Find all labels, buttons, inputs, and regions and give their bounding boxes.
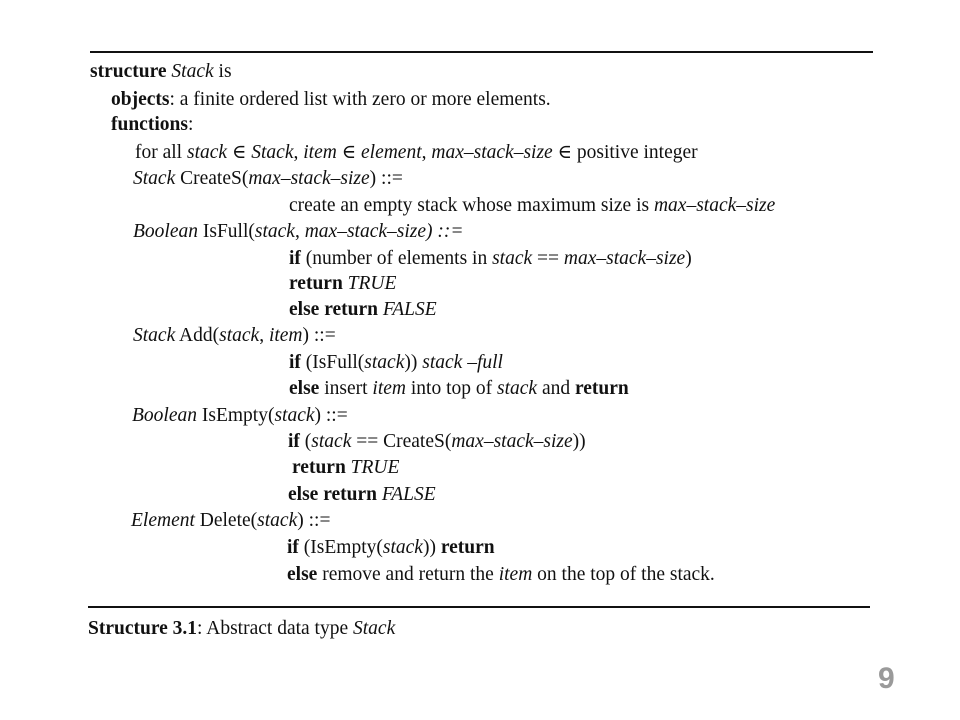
line-segment: Stack <box>133 168 176 189</box>
line-segment: : <box>187 114 194 135</box>
line-segment: return <box>440 537 495 558</box>
for-all-line <box>135 141 698 165</box>
caption-text: : Abstract data type <box>197 618 353 639</box>
line-segment: and <box>537 378 575 399</box>
line-segment: , <box>293 142 304 163</box>
structure-header-line <box>90 60 232 84</box>
line-segment: max–stack–size <box>248 168 370 189</box>
line-segment: Stack <box>251 142 294 163</box>
isfull-signature-line <box>133 220 464 244</box>
line-segment: if <box>289 248 301 269</box>
functions-line <box>111 113 193 137</box>
line-segment: )) <box>422 537 441 558</box>
line-segment: , <box>259 325 269 346</box>
line-segment: Stack <box>133 325 176 346</box>
line-segment: IsEmpty( <box>196 405 275 426</box>
isfull-if-line <box>289 247 692 271</box>
line-segment: else return <box>288 484 382 505</box>
line-segment: else <box>287 564 318 585</box>
line-segment: Boolean <box>133 221 198 242</box>
line-segment: max–stack–size <box>653 195 776 216</box>
line-segment: Add( <box>175 325 220 346</box>
isempty-if-line <box>288 430 586 454</box>
line-segment: if <box>288 431 300 452</box>
line-segment: if <box>289 352 301 373</box>
line-segment: item <box>303 142 337 163</box>
line-segment: stack <box>219 325 260 346</box>
line-segment: == <box>532 248 564 269</box>
line-segment: Element <box>131 510 195 531</box>
line-segment: stack <box>274 405 315 426</box>
line-segment: return <box>574 378 629 399</box>
line-segment: for all <box>135 142 187 163</box>
delete-signature-line <box>131 509 330 533</box>
line-segment: , <box>421 142 432 163</box>
line-segment: )) <box>572 431 586 452</box>
line-segment: (IsEmpty( <box>298 537 383 558</box>
line-segment: , <box>294 221 305 242</box>
line-segment: max–stack–size <box>563 248 686 269</box>
line-segment: item <box>372 378 406 399</box>
line-segment: objects <box>111 89 170 110</box>
line-segment: CreateS( <box>175 168 249 189</box>
line-segment: Delete( <box>194 510 258 531</box>
isempty-signature-line <box>132 404 348 428</box>
objects-line <box>111 88 551 112</box>
line-segment: ) ::= <box>426 221 464 242</box>
line-segment: if <box>287 537 299 558</box>
line-segment: stack <box>254 221 295 242</box>
bottom-rule <box>88 606 870 608</box>
line-segment: stack <box>382 537 423 558</box>
line-segment: element <box>361 142 422 163</box>
line-segment: TRUE <box>347 273 397 294</box>
line-segment: (number of elements in <box>300 248 493 269</box>
line-segment: stack <box>496 378 538 399</box>
line-segment: stack <box>492 248 533 269</box>
line-segment: )) <box>404 352 423 373</box>
line-segment: FALSE <box>381 484 436 505</box>
add-signature-line <box>133 324 336 348</box>
line-segment: ) ::= <box>369 168 403 189</box>
line-segment: stack <box>311 431 352 452</box>
top-rule <box>90 51 873 53</box>
line-segment: ∈ <box>227 142 252 163</box>
line-segment: Stack <box>171 61 214 82</box>
line-segment: stack <box>364 352 405 373</box>
line-segment: remove and return the <box>317 564 499 585</box>
createS-body-line <box>289 194 775 218</box>
line-segment: return <box>292 457 351 478</box>
line-segment: == CreateS( <box>351 431 452 452</box>
line-segment: ) ::= <box>314 405 348 426</box>
isfull-return-true-line <box>289 272 396 296</box>
line-segment: is <box>213 61 232 82</box>
line-segment: stack –full <box>422 352 503 373</box>
line-segment: ) ::= <box>297 510 331 531</box>
caption-name: Stack <box>353 618 396 639</box>
isfull-else-line <box>289 298 437 322</box>
line-segment: TRUE <box>350 457 400 478</box>
caption-label: Structure 3.1 <box>88 618 198 639</box>
line-segment: IsFull( <box>197 221 255 242</box>
line-segment: max–stack–size <box>451 431 573 452</box>
line-segment: : a finite ordered list with zero or more elements. <box>169 89 551 110</box>
line-segment: max–stack–size <box>304 221 427 242</box>
line-segment: else return <box>289 299 383 320</box>
line-segment: create an empty stack whose maximum size is <box>289 195 654 216</box>
line-segment: ) <box>685 248 692 269</box>
isempty-return-true-line <box>292 456 399 480</box>
line-segment: on the top of the stack. <box>532 564 715 585</box>
line-segment: ( <box>299 431 312 452</box>
line-segment: stack <box>257 510 298 531</box>
page-number: 9 <box>878 662 895 695</box>
line-segment: stack <box>186 142 228 163</box>
line-segment: max–stack–size <box>431 142 553 163</box>
line-segment: structure <box>90 61 172 82</box>
line-segment: return <box>289 273 348 294</box>
line-segment: ) ::= <box>302 325 336 346</box>
add-else-line <box>289 377 629 401</box>
delete-else-line <box>287 563 715 587</box>
line-segment: Boolean <box>132 405 197 426</box>
createS-signature-line <box>133 167 403 191</box>
line-segment: else <box>289 378 320 399</box>
line-segment: functions <box>111 114 188 135</box>
line-segment: insert <box>319 378 373 399</box>
isempty-else-line <box>288 483 436 507</box>
line-segment: FALSE <box>382 299 437 320</box>
delete-if-line <box>287 536 495 560</box>
add-if-line <box>289 351 503 375</box>
line-segment: item <box>268 325 303 346</box>
line-segment: item <box>498 564 533 585</box>
line-segment: ∈ positive integer <box>552 142 698 163</box>
line-segment: (IsFull( <box>300 352 365 373</box>
line-segment: into top of <box>405 378 497 399</box>
figure-caption <box>88 617 395 641</box>
line-segment: ∈ <box>336 142 361 163</box>
